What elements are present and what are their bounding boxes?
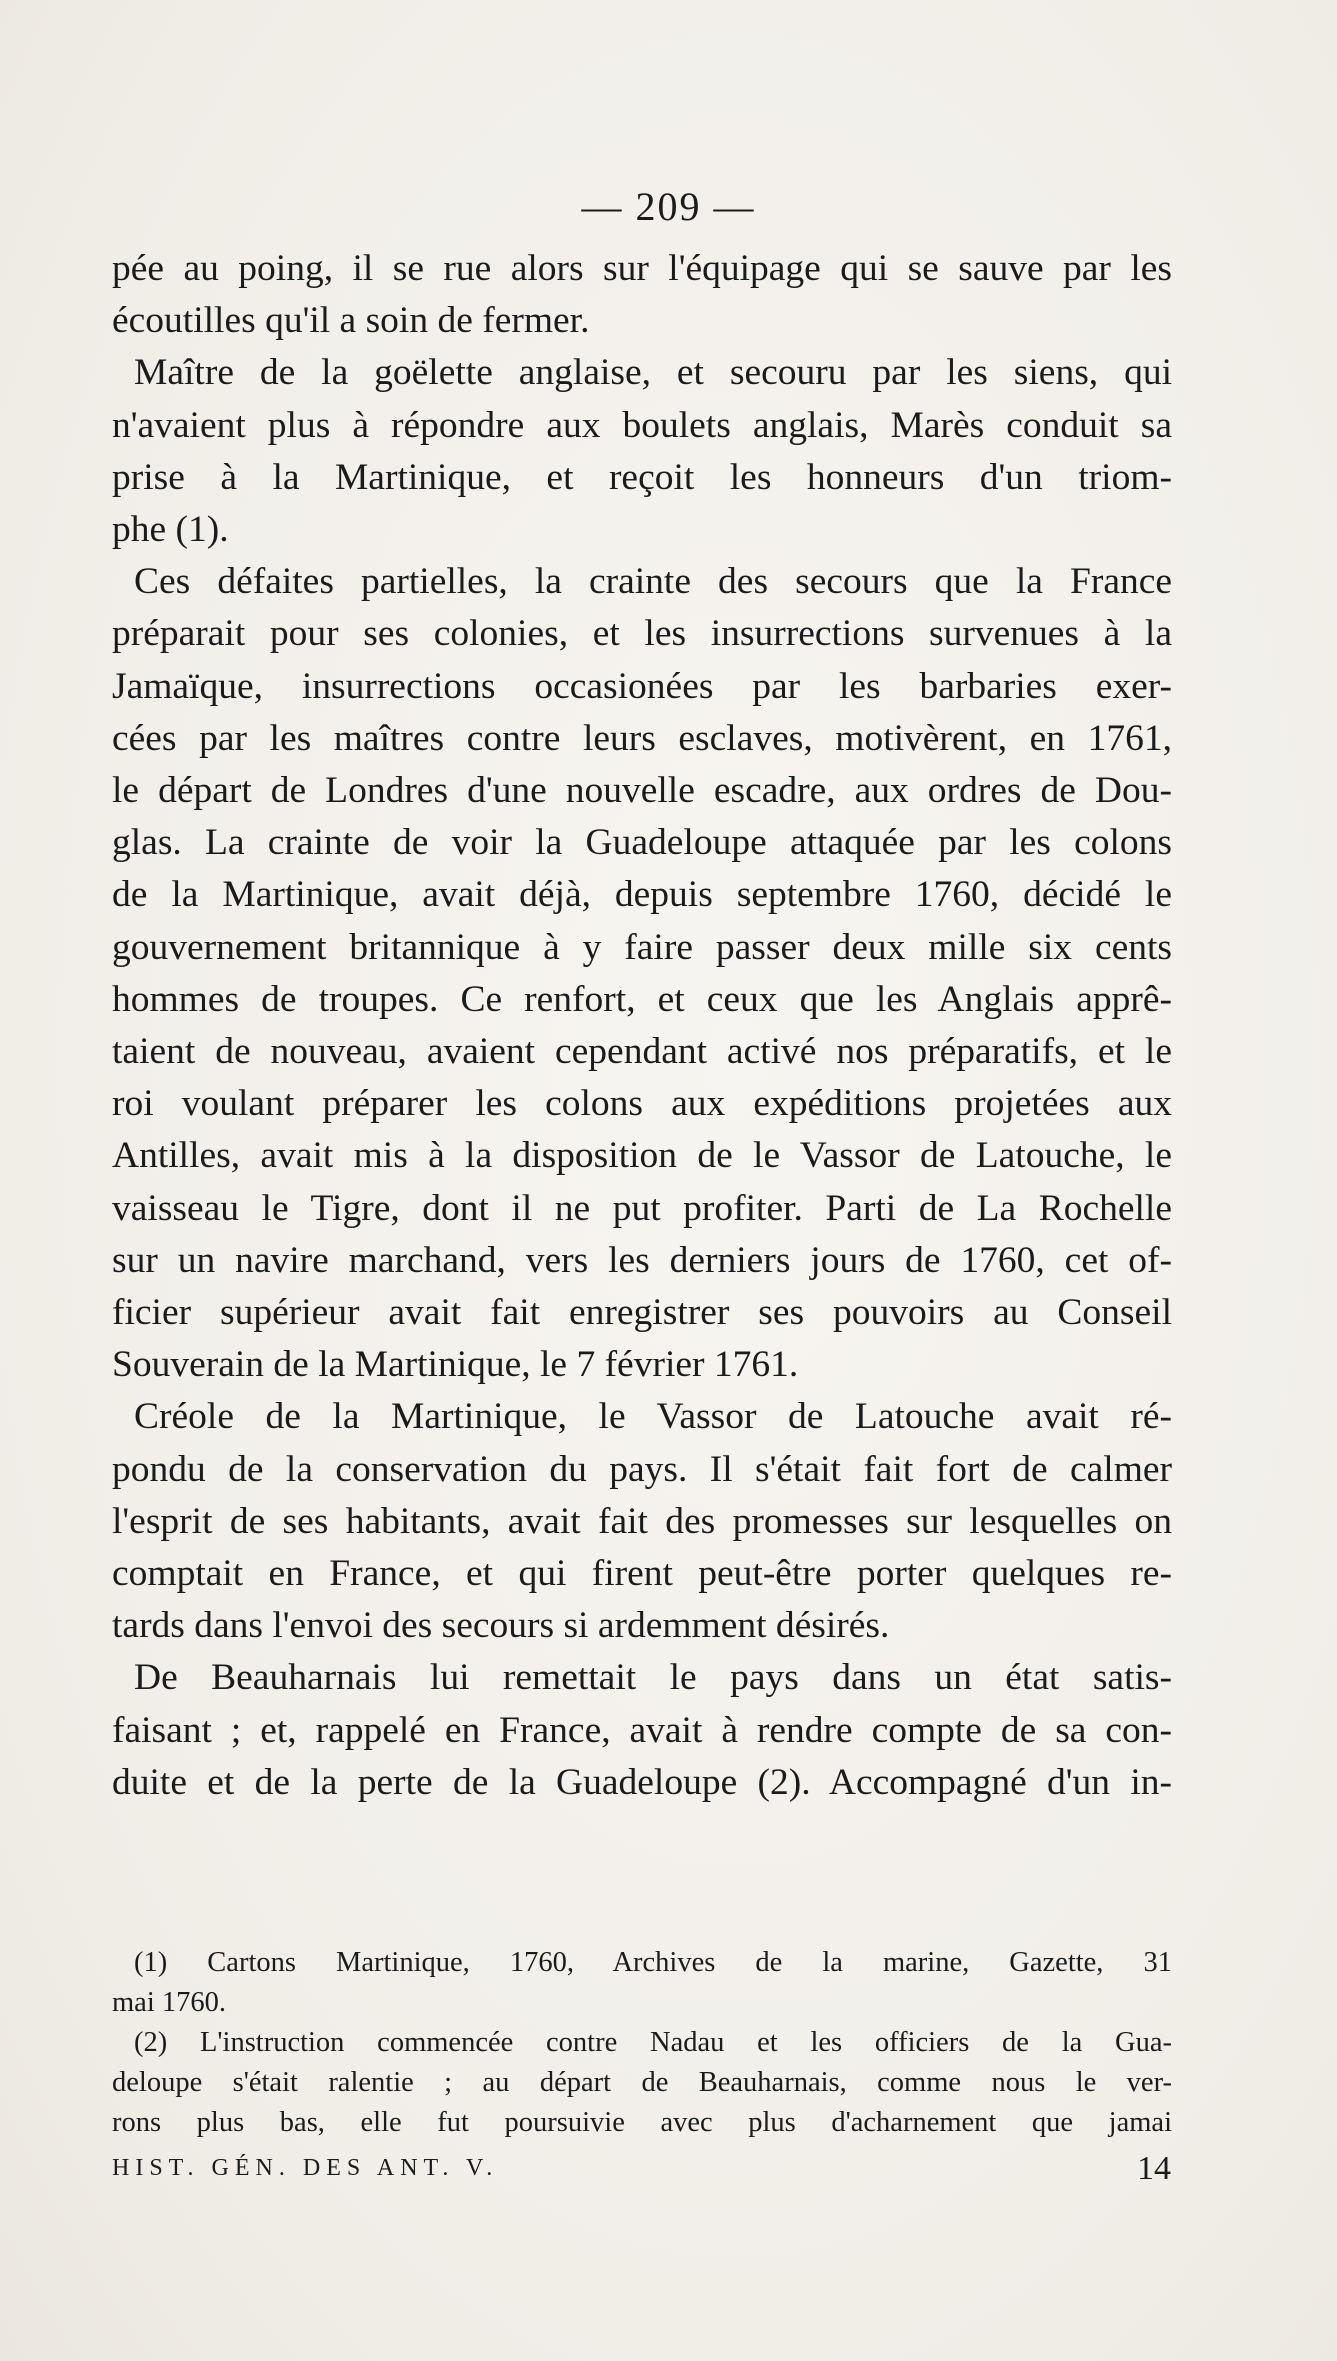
text-line: sur un navire marchand, vers les derniers jours de 1760, cet of- [112,1239,1172,1281]
text-line: tards dans l'envoi des secours si ardemment désirés. [112,1605,890,1647]
footnote-line: mai 1760. [112,1987,226,2018]
text-line: hommes de troupes. Ce renfort, et ceux que les Anglais apprê- [112,978,1172,1020]
text-line: prise à la Martinique, et reçoit les honneurs d'un triom- [112,456,1172,498]
text-line: Ces défaites partielles, la crainte des secours que la France [134,561,1172,603]
page-number: — 209 — [581,184,756,229]
text-line: vaisseau le Tigre, dont il ne put profiter. Parti de La Rochelle [112,1187,1172,1229]
text-line: ficier supérieur avait fait enregistrer ses pouvoirs au Conseil [112,1292,1172,1334]
text-line: Maître de la goëlette anglaise, et secouru par les siens, qui [134,352,1172,394]
text-line: phe (1). [112,509,229,551]
text-line: le départ de Londres d'une nouvelle escadre, aux ordres de Dou- [112,770,1172,812]
text-line: roi voulant préparer les colons aux expéditions projetées aux [112,1083,1172,1125]
text-line: préparait pour ses colonies, et les insurrections survenues à la [112,613,1172,655]
text-line: Créole de la Martinique, le Vassor de Latouche avait ré- [134,1396,1172,1438]
text-line: comptait en France, et qui firent peut-être porter quelques re- [112,1553,1172,1595]
text-line: De Beauharnais lui remettait le pays dans un état satis- [134,1657,1172,1699]
text-line: de la Martinique, avait déjà, depuis septembre 1760, décidé le [112,874,1172,916]
text-line: n'avaient plus à répondre aux boulets anglais, Marès conduit sa [112,404,1172,446]
footnotes [112,1943,1172,2143]
footnote-line: deloupe s'était ralentie ; au départ de Beauharnais, comme nous le ver- [112,2067,1172,2098]
text-line: duite et de la perte de la Guadeloupe (2). Accompagné d'un in- [112,1761,1172,1803]
footnote-line: (2) L'instruction commencée contre Nadau et les officiers de la Gua- [134,2027,1172,2058]
signature-mark: HIST. GÉN. DES ANT. V. [112,2155,499,2181]
text-line: Souverain de la Martinique, le 7 février 1761. [112,1344,799,1386]
text-line: glas. La crainte de voir la Guadeloupe attaquée par les colons [112,822,1172,864]
text-line: gouvernement britannique à y faire passer deux mille six cents [112,926,1172,968]
footnote-line: rons plus bas, elle fut poursuivie avec plus d'acharnement que jamai [112,2107,1172,2138]
text-line: cées par les maîtres contre leurs esclaves, motivèrent, en 1761, [112,717,1172,759]
footnote-line: (1) Cartons Martinique, 1760, Archives de la marine, Gazette, 31 [134,1947,1172,1978]
text-line: écoutilles qu'il a soin de fermer. [112,300,590,342]
text-line: Antilles, avait mis à la disposition de le Vassor de Latouche, le [112,1135,1172,1177]
text-line: pondu de la conservation du pays. Il s'était fait fort de calmer [112,1448,1172,1490]
text-line: taient de nouveau, avaient cependant activé nos préparatifs, et le [112,1031,1172,1073]
text-line: Jamaïque, insurrections occasionées par les barbaries exer- [112,665,1172,707]
body-text [112,243,1172,1809]
sheet-number: 14 [1137,2150,1171,2187]
text-line: pée au poing, il se rue alors sur l'équipage qui se sauve par les [112,248,1172,289]
text-line: l'esprit de ses habitants, avait fait des promesses sur lesquelles on [112,1500,1172,1542]
text-line: faisant ; et, rappelé en France, avait à rendre compte de sa con- [112,1709,1172,1751]
